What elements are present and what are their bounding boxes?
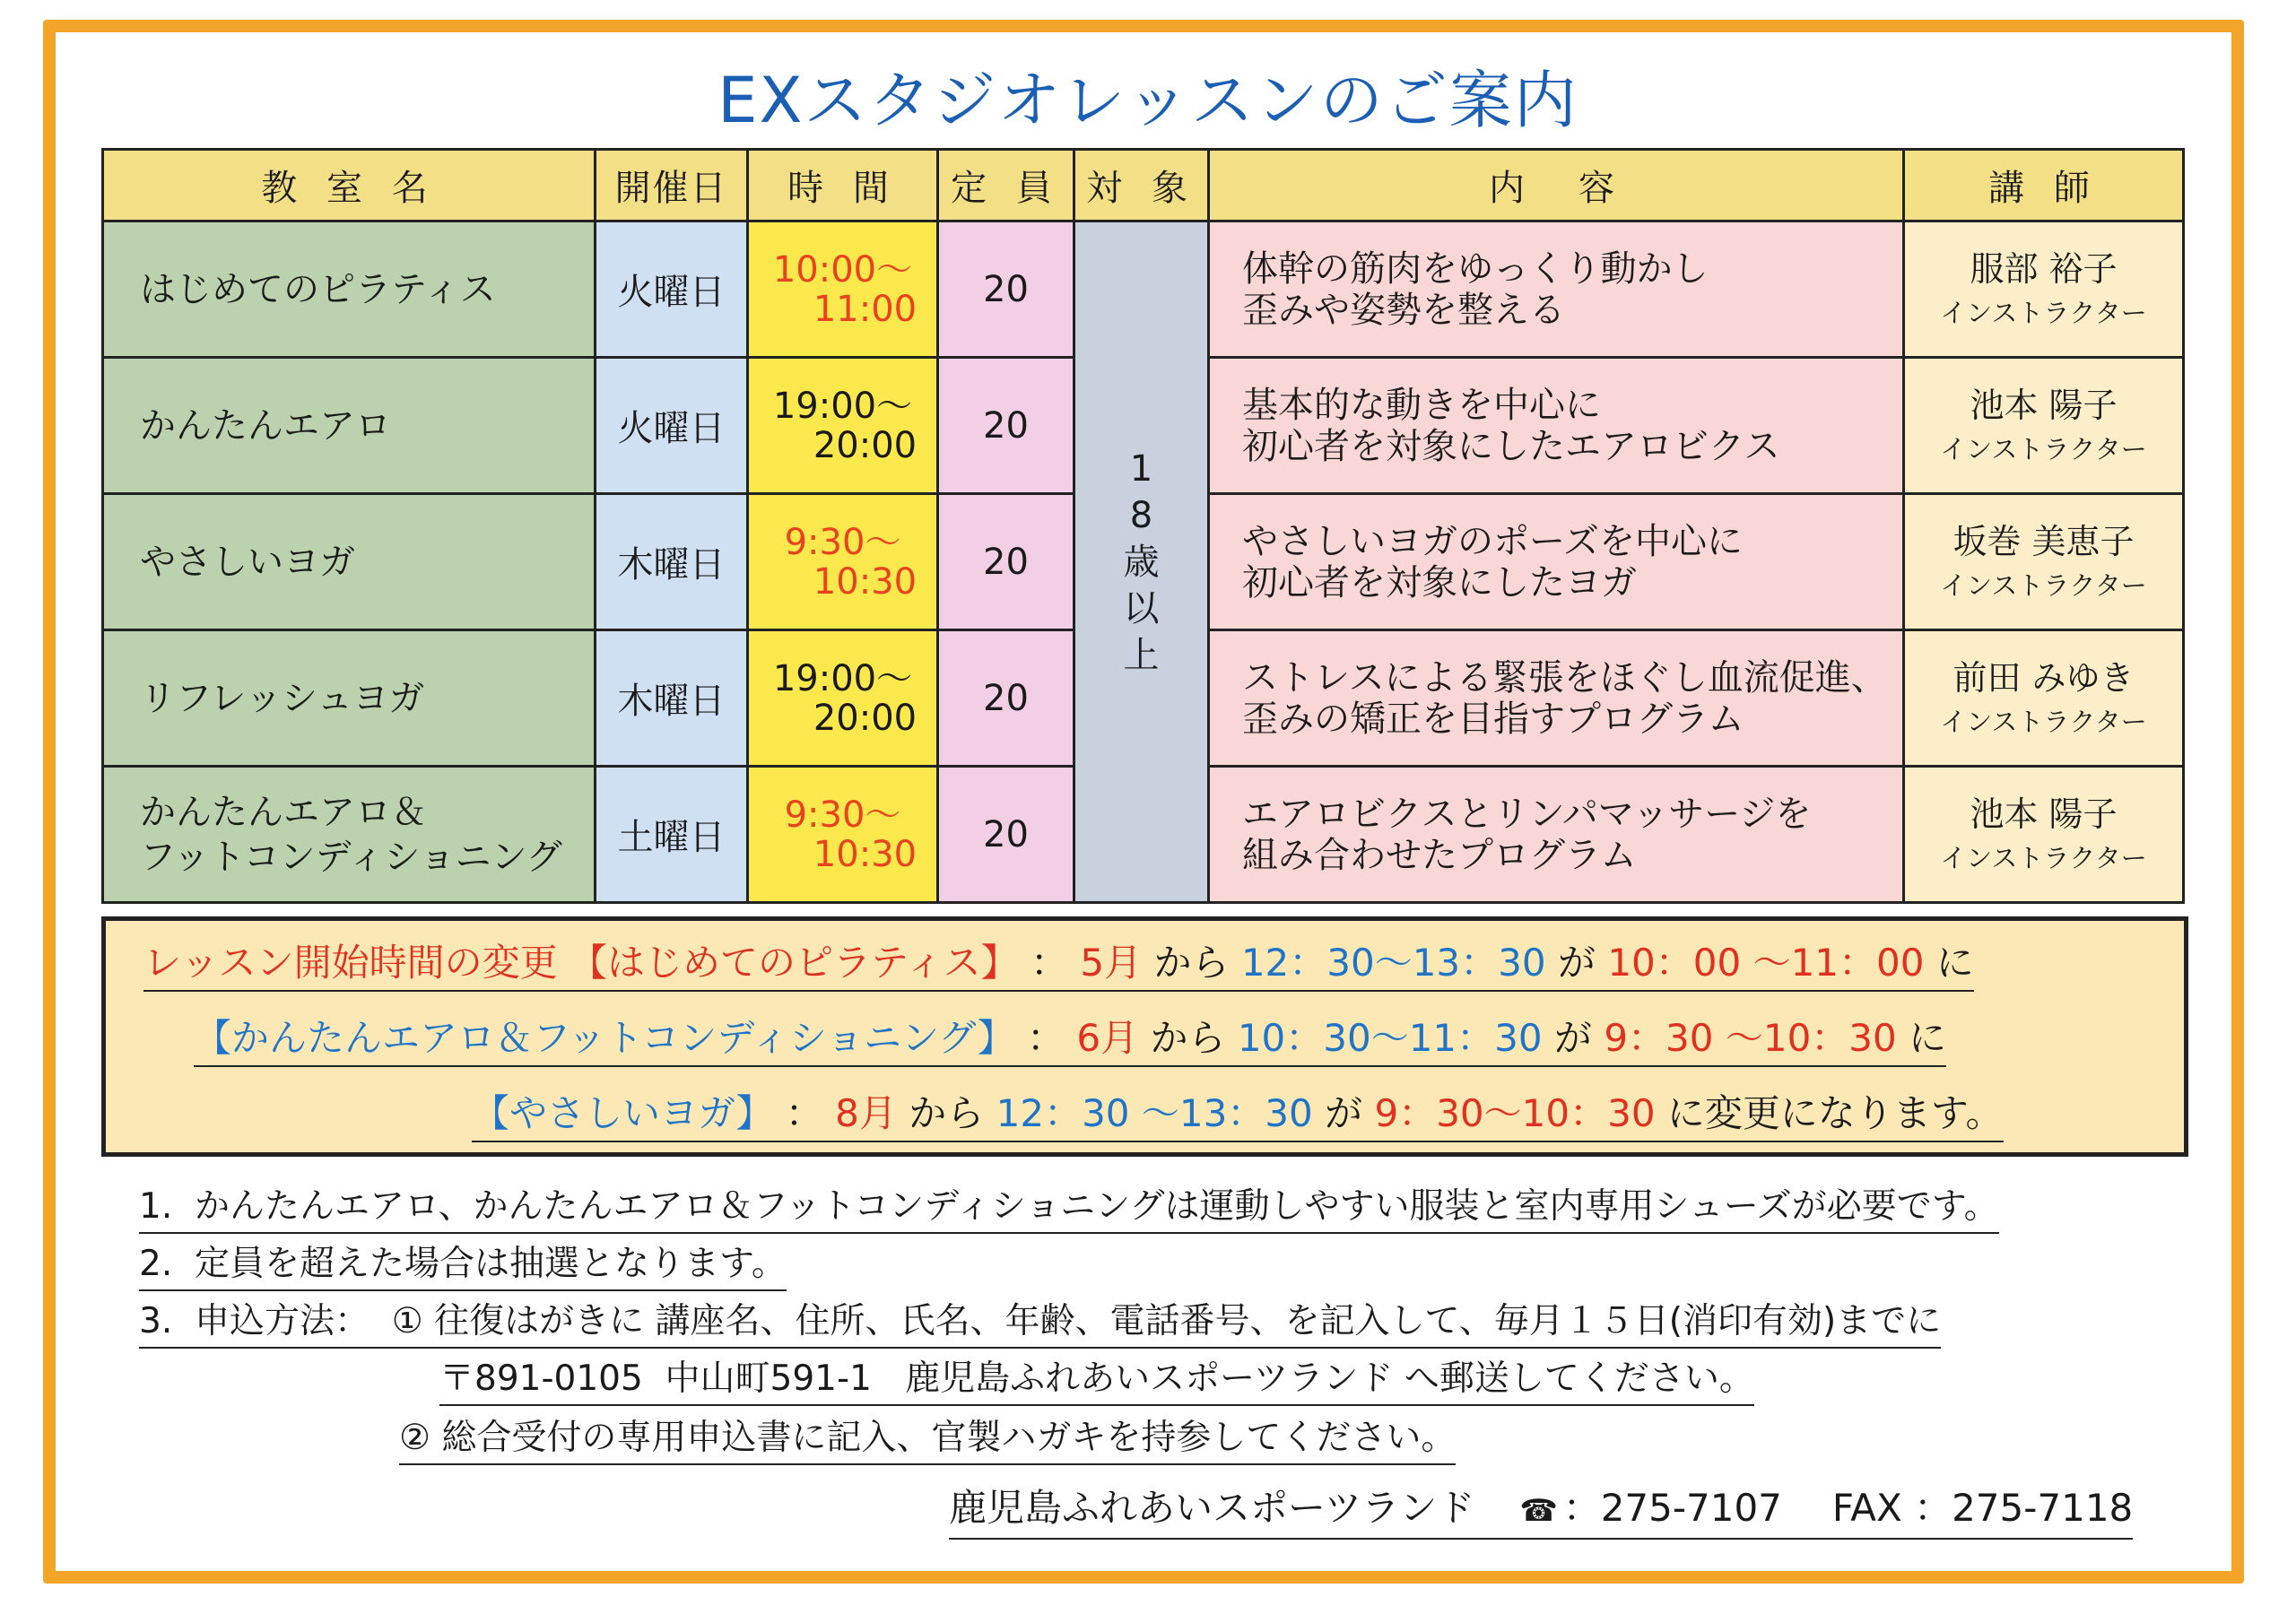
notice-new-time: 10：00 〜11：00 <box>1607 941 1925 985</box>
notice-end: に <box>1909 1016 1947 1060</box>
schedule-table <box>101 148 2185 904</box>
class-teacher <box>1904 221 2184 358</box>
rule-1 <box>139 1182 1999 1234</box>
class-name: リフレッシュヨガ <box>103 630 596 767</box>
notice-ga: が <box>1553 1016 1592 1060</box>
notice-end: に <box>1935 941 1974 985</box>
header-time: 時 間 <box>748 150 938 221</box>
schedule-change-notice <box>101 916 2188 1157</box>
footer-fax: FAX ：275-7118 <box>1831 1486 2134 1530</box>
header-content: 内 容 <box>1209 150 1904 221</box>
notice-class: 【はじめてのピラティス】 <box>569 941 1019 985</box>
time-end: 10:30 <box>813 560 918 603</box>
class-capacity: 20 <box>938 767 1074 903</box>
footer-org: 鹿児島ふれあいスポーツランド <box>949 1486 1475 1530</box>
teacher-name: 坂巻 美恵子 <box>1952 521 2135 561</box>
time-start: 9:30〜 <box>784 521 901 563</box>
table-row <box>103 221 2184 358</box>
rule-2-text: 2. 定員を超えた場合は抽選となります。 <box>139 1244 787 1284</box>
time-end: 20:00 <box>813 697 918 739</box>
header-teacher: 講 師 <box>1904 150 2184 221</box>
rule-3-alt <box>399 1413 1456 1465</box>
header-class-name: 教 室 名 <box>103 150 596 221</box>
notice-line-1 <box>144 936 1974 992</box>
notice-sep: ： <box>1030 941 1068 985</box>
class-target <box>1074 221 1209 903</box>
teacher-name: 池本 陽子 <box>1970 794 2118 834</box>
time-start: 19:00〜 <box>772 385 913 427</box>
notice-ga: が <box>1557 941 1596 985</box>
class-capacity: 20 <box>938 221 1074 358</box>
teacher-name: 池本 陽子 <box>1970 385 2118 425</box>
page-title: EXスタジオレッスンのご案内 <box>718 64 1578 137</box>
class-content: 体幹の筋肉をゆっくり動かし 歪みや姿勢を整える <box>1209 221 1904 358</box>
class-capacity: 20 <box>938 494 1074 630</box>
class-teacher <box>1904 767 2184 903</box>
class-capacity: 20 <box>938 630 1074 767</box>
teacher-role: インストラクター <box>1940 569 2147 601</box>
class-day: 火曜日 <box>596 221 748 358</box>
table-header-row <box>103 150 2184 221</box>
time-end: 11:00 <box>813 288 918 330</box>
notice-month: 5月 <box>1080 941 1143 985</box>
notice-line-2 <box>194 1011 1946 1067</box>
teacher-role: インストラクター <box>1940 706 2147 737</box>
class-name: はじめてのピラティス <box>103 221 596 358</box>
class-time <box>748 221 938 358</box>
notice-sep: ： <box>1026 1016 1065 1060</box>
rule-3-text: 3. 申込方法： ① 往復はがきに 講座名、住所、氏名、年齢、電話番号、を記入して、毎月１５日(消印有効)までに <box>139 1301 1942 1341</box>
notice-new-time: 9：30 〜10：30 <box>1604 1016 1897 1060</box>
notice-new-time: 9：30〜10：30 <box>1374 1091 1656 1135</box>
header-target: 対 象 <box>1074 150 1209 221</box>
time-end: 10:30 <box>813 833 918 875</box>
notice-old-time: 10：30〜11：30 <box>1237 1016 1543 1060</box>
rule-2 <box>139 1239 787 1291</box>
header-day: 開催日 <box>596 150 748 221</box>
target-text: 18歳以上 <box>1123 447 1160 676</box>
teacher-role: インストラクター <box>1940 297 2147 328</box>
time-start: 9:30〜 <box>784 794 901 836</box>
class-name: やさしいヨガ <box>103 494 596 630</box>
teacher-name: 服部 裕子 <box>1970 248 2118 289</box>
class-day: 土曜日 <box>596 767 748 903</box>
teacher-name: 前田 みゆき <box>1952 657 2135 698</box>
class-time <box>748 767 938 903</box>
class-teacher <box>1904 494 2184 630</box>
teacher-role: インストラクター <box>1940 842 2147 873</box>
rule-1-text: 1. かんたんエアロ、かんたんエアロ＆フットコンディショニングは運動しやすい服装と室内専用シューズが必要です。 <box>139 1186 1999 1227</box>
teacher-role: インストラクター <box>1940 433 2147 464</box>
notice-from: から <box>1150 1016 1226 1060</box>
class-teacher <box>1904 358 2184 494</box>
notice-month: 6月 <box>1076 1016 1139 1060</box>
class-day: 木曜日 <box>596 494 748 630</box>
notice-from: から <box>1153 941 1230 985</box>
notice-class: 【かんたんエアロ＆フットコンディショニング】 <box>194 1016 1015 1060</box>
class-time <box>748 494 938 630</box>
class-day: 火曜日 <box>596 358 748 494</box>
notice-old-time: 12：30 〜13：30 <box>996 1091 1313 1135</box>
footer-contact <box>949 1481 2133 1540</box>
rule-3 <box>139 1297 1941 1349</box>
class-content: ストレスによる緊張をほぐし血流促進、 歪みの矯正を目指すプログラム <box>1209 630 1904 767</box>
notice-line-3 <box>472 1087 2004 1142</box>
class-day: 木曜日 <box>596 630 748 767</box>
rule-3-alt-text: ② 総合受付の専用申込書に記入、官製ハガキを持参してください。 <box>399 1418 1457 1458</box>
time-end: 20:00 <box>813 424 918 466</box>
class-teacher <box>1904 630 2184 767</box>
footer-phone: ：275-7107 <box>1562 1486 1782 1530</box>
notice-from: から <box>909 1091 985 1135</box>
class-name: かんたんエアロ <box>103 358 596 494</box>
notice-ga: が <box>1325 1091 1363 1135</box>
class-time <box>748 358 938 494</box>
notice-label: レッスン開始時間の変更 <box>144 941 558 985</box>
time-start: 10:00〜 <box>772 248 913 291</box>
notice-sep: ： <box>785 1091 823 1135</box>
class-content: 基本的な動きを中心に 初心者を対象にしたエアロビクス <box>1209 358 1904 494</box>
phone-icon: ☎ <box>1519 1492 1558 1529</box>
class-content: エアロビクスとリンパマッサージを 組み合わせたプログラム <box>1209 767 1904 903</box>
time-start: 19:00〜 <box>772 657 913 699</box>
class-capacity: 20 <box>938 358 1074 494</box>
class-content: やさしいヨガのポーズを中心に 初心者を対象にしたヨガ <box>1209 494 1904 630</box>
notice-month: 8月 <box>835 1091 897 1135</box>
notice-end: に変更になります。 <box>1666 1091 2004 1135</box>
notice-old-time: 12：30〜13：30 <box>1240 941 1546 985</box>
class-name: かんたんエアロ＆ フットコンディショニング <box>103 767 596 903</box>
class-time <box>748 630 938 767</box>
notice-class: 【やさしいヨガ】 <box>472 1091 774 1135</box>
rule-3-address-text: 〒891-0105 中山町591-1 鹿児島ふれあいスポーツランド へ郵送してください。 <box>439 1358 1754 1399</box>
rule-3-address <box>439 1354 1754 1406</box>
header-capacity: 定 員 <box>938 150 1074 221</box>
